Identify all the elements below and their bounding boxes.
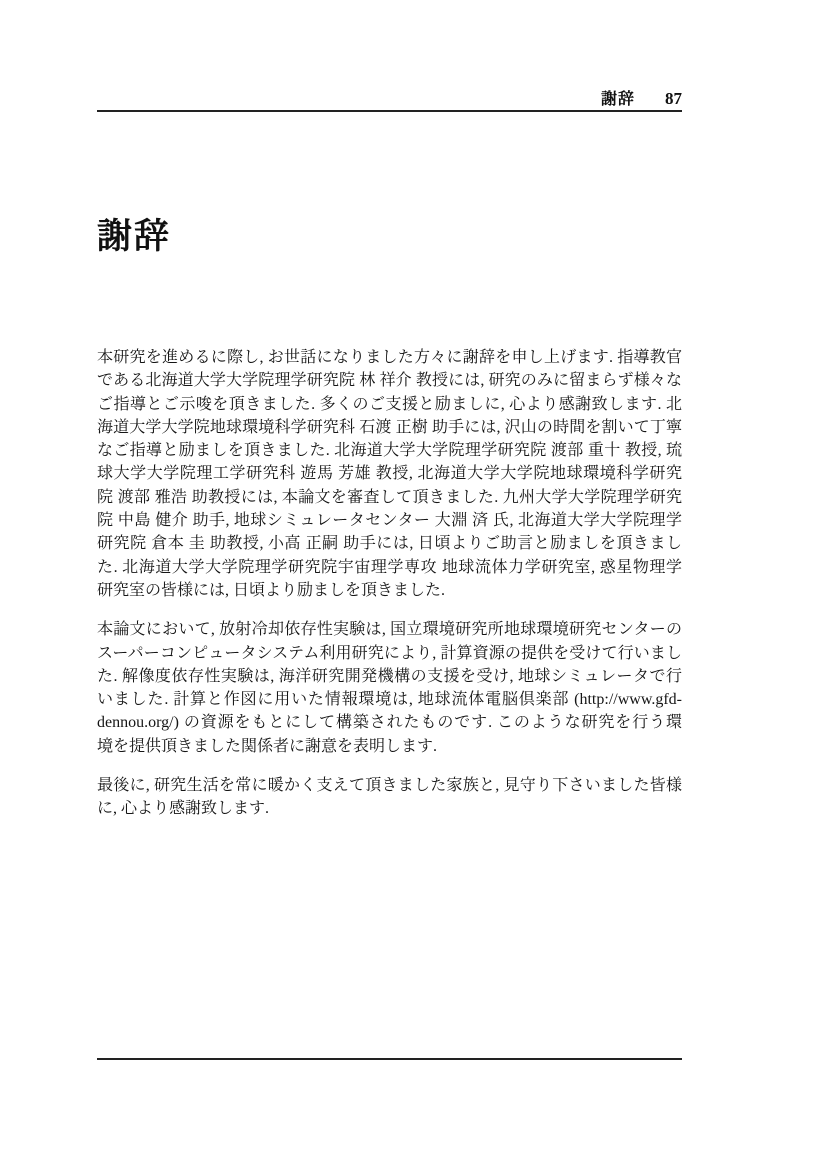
text-line: 研究室の皆様には, 日頃より励ましを頂きました. [97,581,446,599]
footer-rule [97,1058,682,1060]
running-head [97,86,682,109]
chapter-title: 謝辞 [97,217,172,256]
text-line: 最後に, 研究生活を常に暖かく支えて頂きました家族と, 見守り下さいました皆様 [97,777,682,795]
text-line: 本論文において, 放射冷却依存性実験は, 国立環境研究所地球環境研究センターの [97,621,682,639]
acknowledgments-body [97,346,682,837]
text-line: なご指導と励ましを頂きました. 北海道大学大学院理学研究院 渡部 重十 教授, 琉 [97,442,682,460]
text-line: ご指導とご示唆を頂きました. 多くのご支援と励ましに, 心より感謝致します. 北 [97,395,682,413]
text-line: 海道大学大学院地球環境科学研究科 石渡 正樹 助手には, 沢山の時間を割いて丁寧 [97,418,682,436]
text-line: dennou.org/) の資源をもとにして構築されたものです. このような研究を行う環 [97,714,682,732]
text-line: 院 渡部 雅浩 助教授には, 本論文を審査して頂きました. 九州大学大学院理学研究 [97,488,682,506]
text-line: た. 北海道大学大学院理学研究院宇宙理学専攻 地球流体力学研究室, 惑星物理学 [97,558,682,576]
header-rule [97,110,682,112]
text-line: た. 解像度依存性実験は, 海洋研究開発機構の支援を受け, 地球シミュレータで行 [97,667,682,685]
running-head-chapter: 謝辞 [600,91,635,108]
running-head-page-number: 87 [665,89,682,108]
text-line: に, 心より感謝致します. [97,800,270,818]
paragraph [97,618,682,758]
text-line: である北海道大学大学院理学研究院 林 祥介 教授には, 研究のみに留まらず様々な [97,372,682,390]
text-line: 院 中島 健介 助手, 地球シミュレータセンター 大淵 済 氏, 北海道大学大学院理学 [97,512,682,530]
text-line: スーパーコンピュータシステム利用研究により, 計算資源の提供を受けて行いまし [97,644,682,662]
text-line: 境を提供頂きました関係者に謝意を表明します. [97,737,438,755]
text-line: 研究院 倉本 圭 助教授, 小高 正嗣 助手には, 日頃よりご助言と励ましを頂きまし [97,535,682,553]
text-line: いました. 計算と作図に用いた情報環境は, 地球流体電脳倶楽部 (http://www.gfd- [97,691,682,709]
text-line: 本研究を進めるに際し, お世話になりました方々に謝辞を申し上げます. 指導教官 [97,349,682,366]
text-line: 球大学大学院理工学研究科 遊馬 芳雄 教授, 北海道大学大学院地球環境科学研究 [97,465,682,483]
paragraph [97,346,682,602]
paragraph [97,774,682,821]
